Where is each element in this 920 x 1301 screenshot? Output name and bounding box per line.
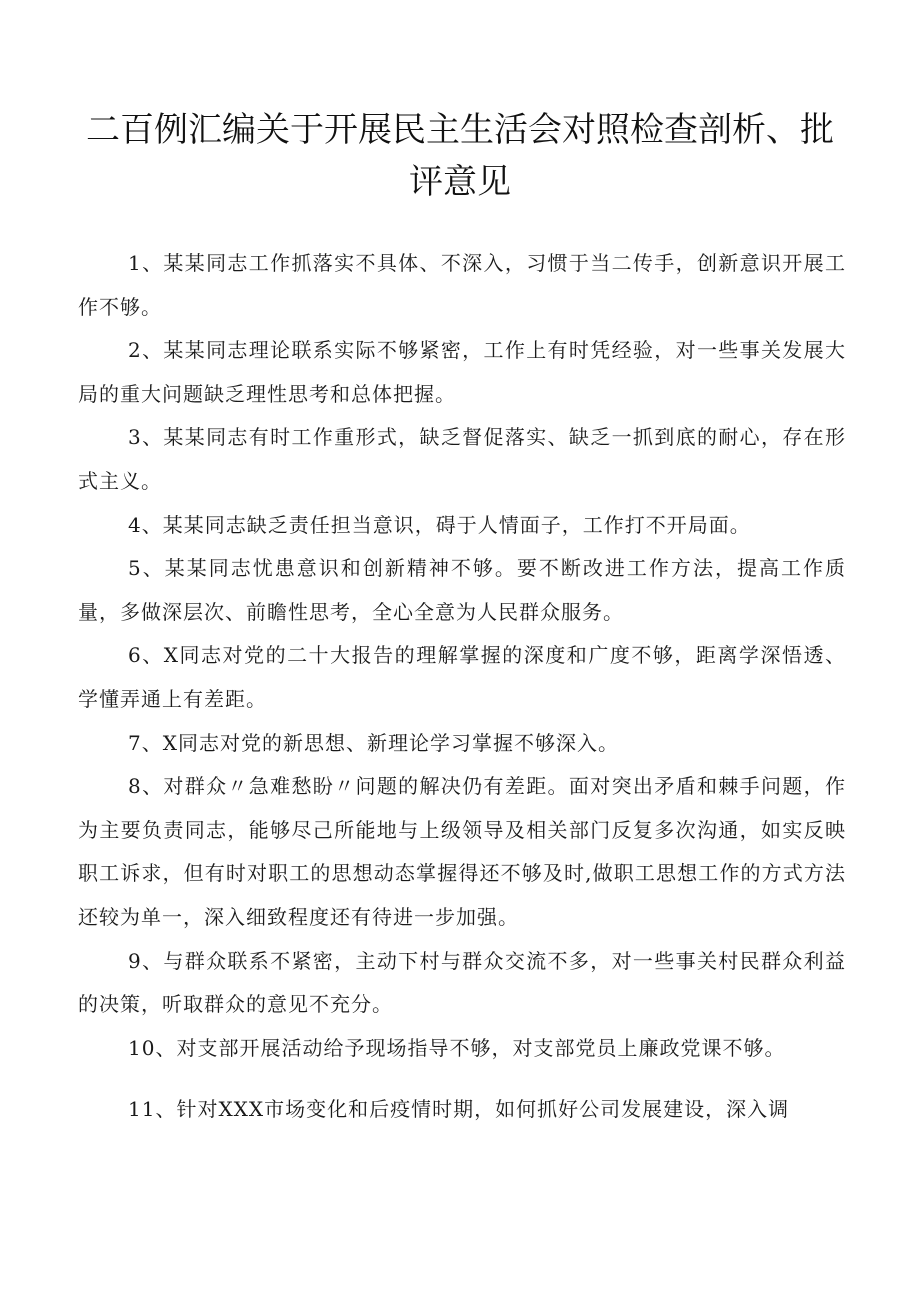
- paragraph-1: 1、某某同志工作抓落实不具体、不深入，习惯于当二传手，创新意识开展工作不够。: [78, 251, 846, 319]
- paragraph-9: 9、与群众联系不紧密，主动下村与群众交流不多，对一些事关村民群众利益的决策，听取群众的意见不充分。: [78, 948, 846, 1017]
- paragraph-2: 2、某某同志理论联系实际不够紧密，工作上有时凭经验，对一些事关发展大局的重大问题缺乏理性思考和总体把握。: [78, 338, 846, 406]
- document-title: 二百例汇编关于开展民主生活会对照检查剖析、批评意见: [86, 110, 834, 202]
- paragraph-4: 4、某某同志缺乏责任担当意识，碍于人情面子，工作打不开局面。: [128, 512, 751, 537]
- document-body: [78, 242, 846, 1132]
- paragraph-11: 11、针对XXX市场变化和后疫情时期，如何抓好公司发展建设，深入调: [128, 1097, 790, 1122]
- paragraph-6: 6、X同志对党的二十大报告的理解掌握的深度和广度不够，距离学深悟透、学懂弄通上有差距。: [78, 643, 846, 711]
- paragraph-3: 3、某某同志有时工作重形式，缺乏督促落实、缺乏一抓到底的耐心，存在形式主义。: [78, 425, 846, 493]
- paragraph-7: 7、X同志对党的新思想、新理论学习掌握不够深入。: [128, 730, 619, 755]
- paragraph-10: 10、对支部开展活动给予现场指导不够，对支部党员上廉政党课不够。: [128, 1035, 786, 1060]
- paragraph-8: 8、对群众〃急难愁盼〃问题的解决仍有差距。面对突出矛盾和棘手问题，作为主要负责同志，能够尽己所能地与上级领导及相关部门反复多次沟通，如实反映职工诉求，但有时对职工的思想动态掌握得还不够及时,做职工思想工作的方式方法还较为单一，深入细致程度还有待进一步加强。: [78, 774, 846, 929]
- paragraph-5: 5、某某同志忧患意识和创新精神不够。要不断改进工作方法，提高工作质量，多做深层次、前瞻性思考，全心全意为人民群众服务。: [78, 556, 846, 624]
